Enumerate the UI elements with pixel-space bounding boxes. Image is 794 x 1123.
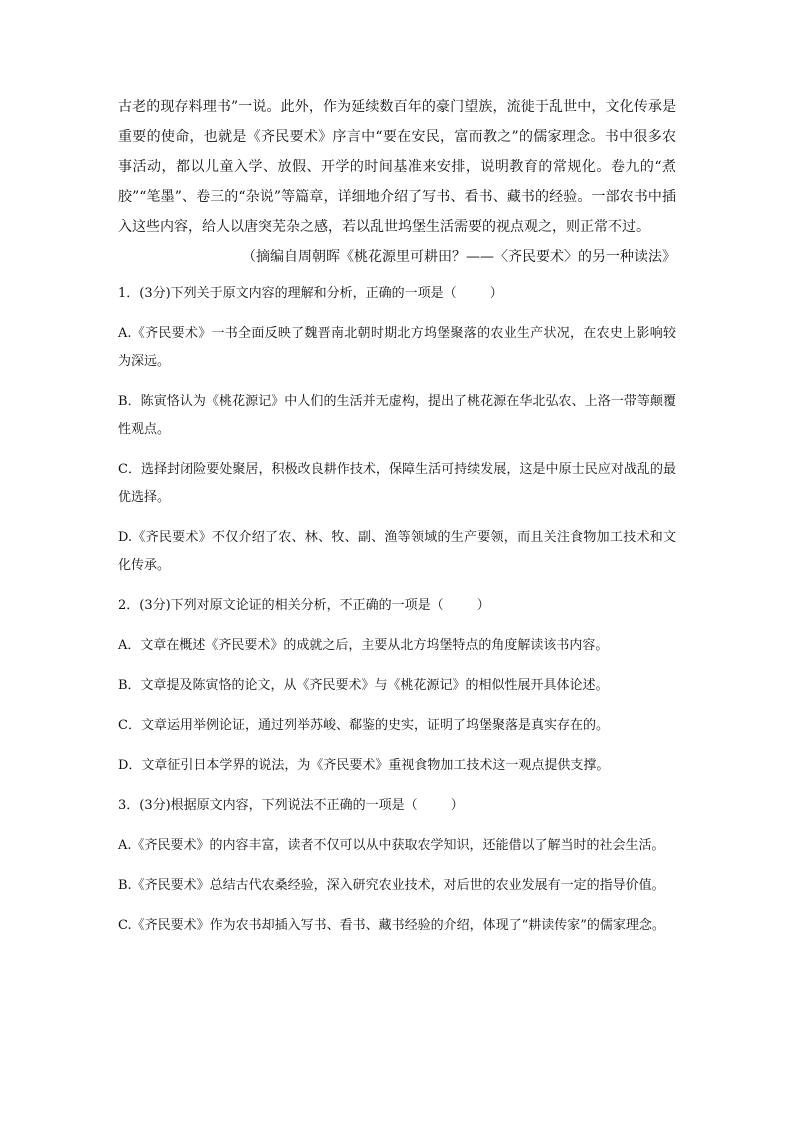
option-d: D．文章征引日本学界的说法，为《齐民要术》重视食物加工技术这一观点提供支撑。 xyxy=(118,758,610,773)
question-stem: 2．(3分)下列对原文论证的相关分析，不正确的一项是（ ） xyxy=(118,598,490,613)
option-b: B．文章提及陈寅恪的论文，从《齐民要术》与《桃花源记》的相似性展开具体论述。 xyxy=(118,678,609,693)
question-stem: 3．(3分)根据原文内容，下列说法不正确的一项是（ ） xyxy=(118,798,464,813)
document-page xyxy=(118,92,676,952)
option-c: C．选择封闭险要处聚居，积极改良耕作技术，保障生活可持续发展，这是中原士民应对战乱的最优选择。 xyxy=(118,462,676,505)
passage-paragraph: 古老的现存料理书”一说。此外，作为延续数百年的豪门望族，流徙于乱世中，文化传承是重要的使命，也就是《齐民要术》序言中“要在安民，富而教之”的儒家理念。书中很多农事活动，都以儿童入学、放假、开学的时间基准来安排，说明教育的常规化。卷九的“煮胶”“笔墨”、卷三的“杂说”等篇章，详细地介绍了写书、看书、藏书的经验。一部农书中插入这些内容，给人以唐突芜杂之感，若以乱世坞堡生活需要的视点观之，则正常不过。 xyxy=(118,99,676,235)
option-c: C．文章运用举例论证，通过列举苏峻、郗鉴的史实，证明了坞堡聚落是真实存在的。 xyxy=(118,718,609,733)
option-a: A.《齐民要术》的内容丰富，读者不仅可以从中获取农学知识，还能借以了解当时的社会生活。 xyxy=(118,838,665,853)
option-b: B.《齐民要术》总结古代农桑经验，深入研究农业技术，对后世的农业发展有一定的指导价值。 xyxy=(118,878,665,893)
option-b: B．陈寅恪认为《桃花源记》中人们的生活并无虚构，提出了桃花源在华北弘农、上洛一带等颠覆性观点。 xyxy=(118,394,676,437)
question-1 xyxy=(118,280,676,580)
option-c: C.《齐民要术》作为农书却插入写书、看书、藏书经验的介绍，体现了“耕读传家”的儒家理念。 xyxy=(118,918,665,933)
question-3 xyxy=(118,792,676,940)
option-a: A．文章在概述《齐民要术》的成就之后，主要从北方坞堡特点的角度解读该书内容。 xyxy=(118,638,609,653)
option-a: A.《齐民要术》一书全面反映了魏晋南北朝时期北方坞堡聚落的农业生产状况，在农史上影响较为深远。 xyxy=(118,326,676,369)
question-2 xyxy=(118,592,676,780)
question-stem: 1．(3分)下列关于原文内容的理解和分析，正确的一项是（ ） xyxy=(118,286,503,301)
passage-source: （摘编自周朝晖《桃花源里可耕田？——〈齐民要术〉的另一种读法》 xyxy=(242,249,676,265)
option-d: D.《齐民要术》不仅介绍了农、林、牧、副、渔等领域的生产要领，而且关注食物加工技术和文化传承。 xyxy=(118,530,676,573)
